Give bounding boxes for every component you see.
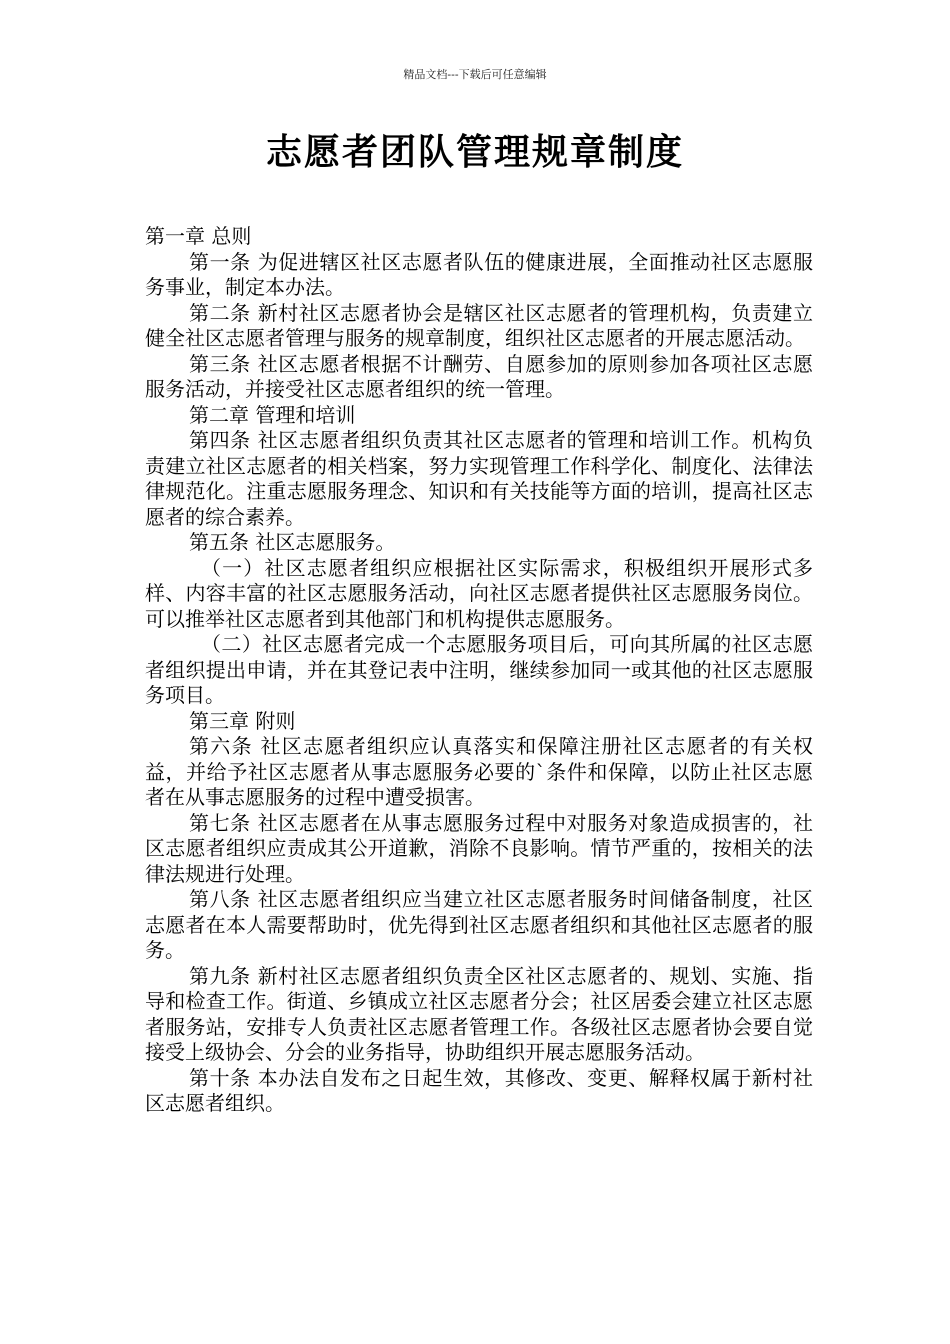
article-4: 第四条 社区志愿者组织负责其社区志愿者的管理和培训工作。机构负责建立社区志愿者的相关档案，努力实现管理工作科学化、制度化、法律法律规范化。注重志愿服务理念、知识和有关技能等方面的培训，提高社区志愿者的综合素养。 — [145, 428, 813, 529]
chapter-1-heading: 第一章 总则 — [145, 224, 252, 248]
article-5: 第五条 社区志愿服务。 — [189, 530, 396, 554]
chapter-3-heading: 第三章 附则 — [189, 708, 296, 733]
chapter-2-heading: 第二章 管理和培训 — [189, 402, 356, 427]
article-2: 第二条 新村社区志愿者协会是辖区社区志愿者的管理机构，负责建立健全社区志愿者管理与服务的规章制度，组织社区志愿者的开展志愿活动。 — [145, 300, 813, 350]
article-9: 第九条 新村社区志愿者组织负责全区社区志愿者的、规划、实施、指导和检查工作。街道、乡镇成立社区志愿者分会；社区居委会建立社区志愿者服务站，安排专人负责社区志愿者管理工作。各级社区志愿者协会要自觉接受上级协会、分会的业务指导，协助组织开展志愿服务活动。 — [145, 963, 813, 1064]
article-10: 第十条 本办法自发布之日起生效，其修改、变更、解释权属于新村社区志愿者组织。 — [145, 1065, 813, 1115]
article-6: 第六条 社区志愿者组织应认真落实和保障注册社区志愿者的有关权益，并给予社区志愿者从事志愿服务必要的`条件和保障，以防止社区志愿者在从事志愿服务的过程中遭受损害。 — [145, 734, 813, 809]
article-3: 第三条 社区志愿者根据不计酬劳、自愿参加的原则参加各项社区志愿服务活动，并接受社区志愿者组织的统一管理。 — [145, 351, 813, 401]
document-title: 志愿者团队管理规章制度 — [265, 132, 684, 173]
header-note: 精品文档---下载后可任意编辑 — [403, 68, 547, 81]
article-8: 第八条 社区志愿者组织应当建立社区志愿者服务时间储备制度，社区志愿者在本人需要帮助时，优先得到社区志愿者组织和其他社区志愿者的服务。 — [145, 887, 813, 962]
article-5-item-1: （一）社区志愿者组织应根据社区实际需求，积极组织开展形式多样、内容丰富的社区志愿服务活动，向社区志愿者提供社区志愿服务岗位。可以推举社区志愿者到其他部门和机构提供志愿服务。 — [145, 555, 813, 631]
document-body — [145, 224, 813, 1117]
article-7: 第七条 社区志愿者在从事志愿服务过程中对服务对象造成损害的，社区志愿者组织应责成其公开道歉，消除不良影响。情节严重的，按相关的法律法规进行处理。 — [145, 810, 813, 886]
article-5-item-2: （二）社区志愿者完成一个志愿服务项目后，可向其所属的社区志愿者组织提出申请，并在其登记表中注明，继续参加同一或其他的社区志愿服务项目。 — [145, 632, 813, 707]
article-1: 第一条 为促进辖区社区志愿者队伍的健康进展，全面推动社区志愿服务事业，制定本办法。 — [145, 249, 813, 299]
